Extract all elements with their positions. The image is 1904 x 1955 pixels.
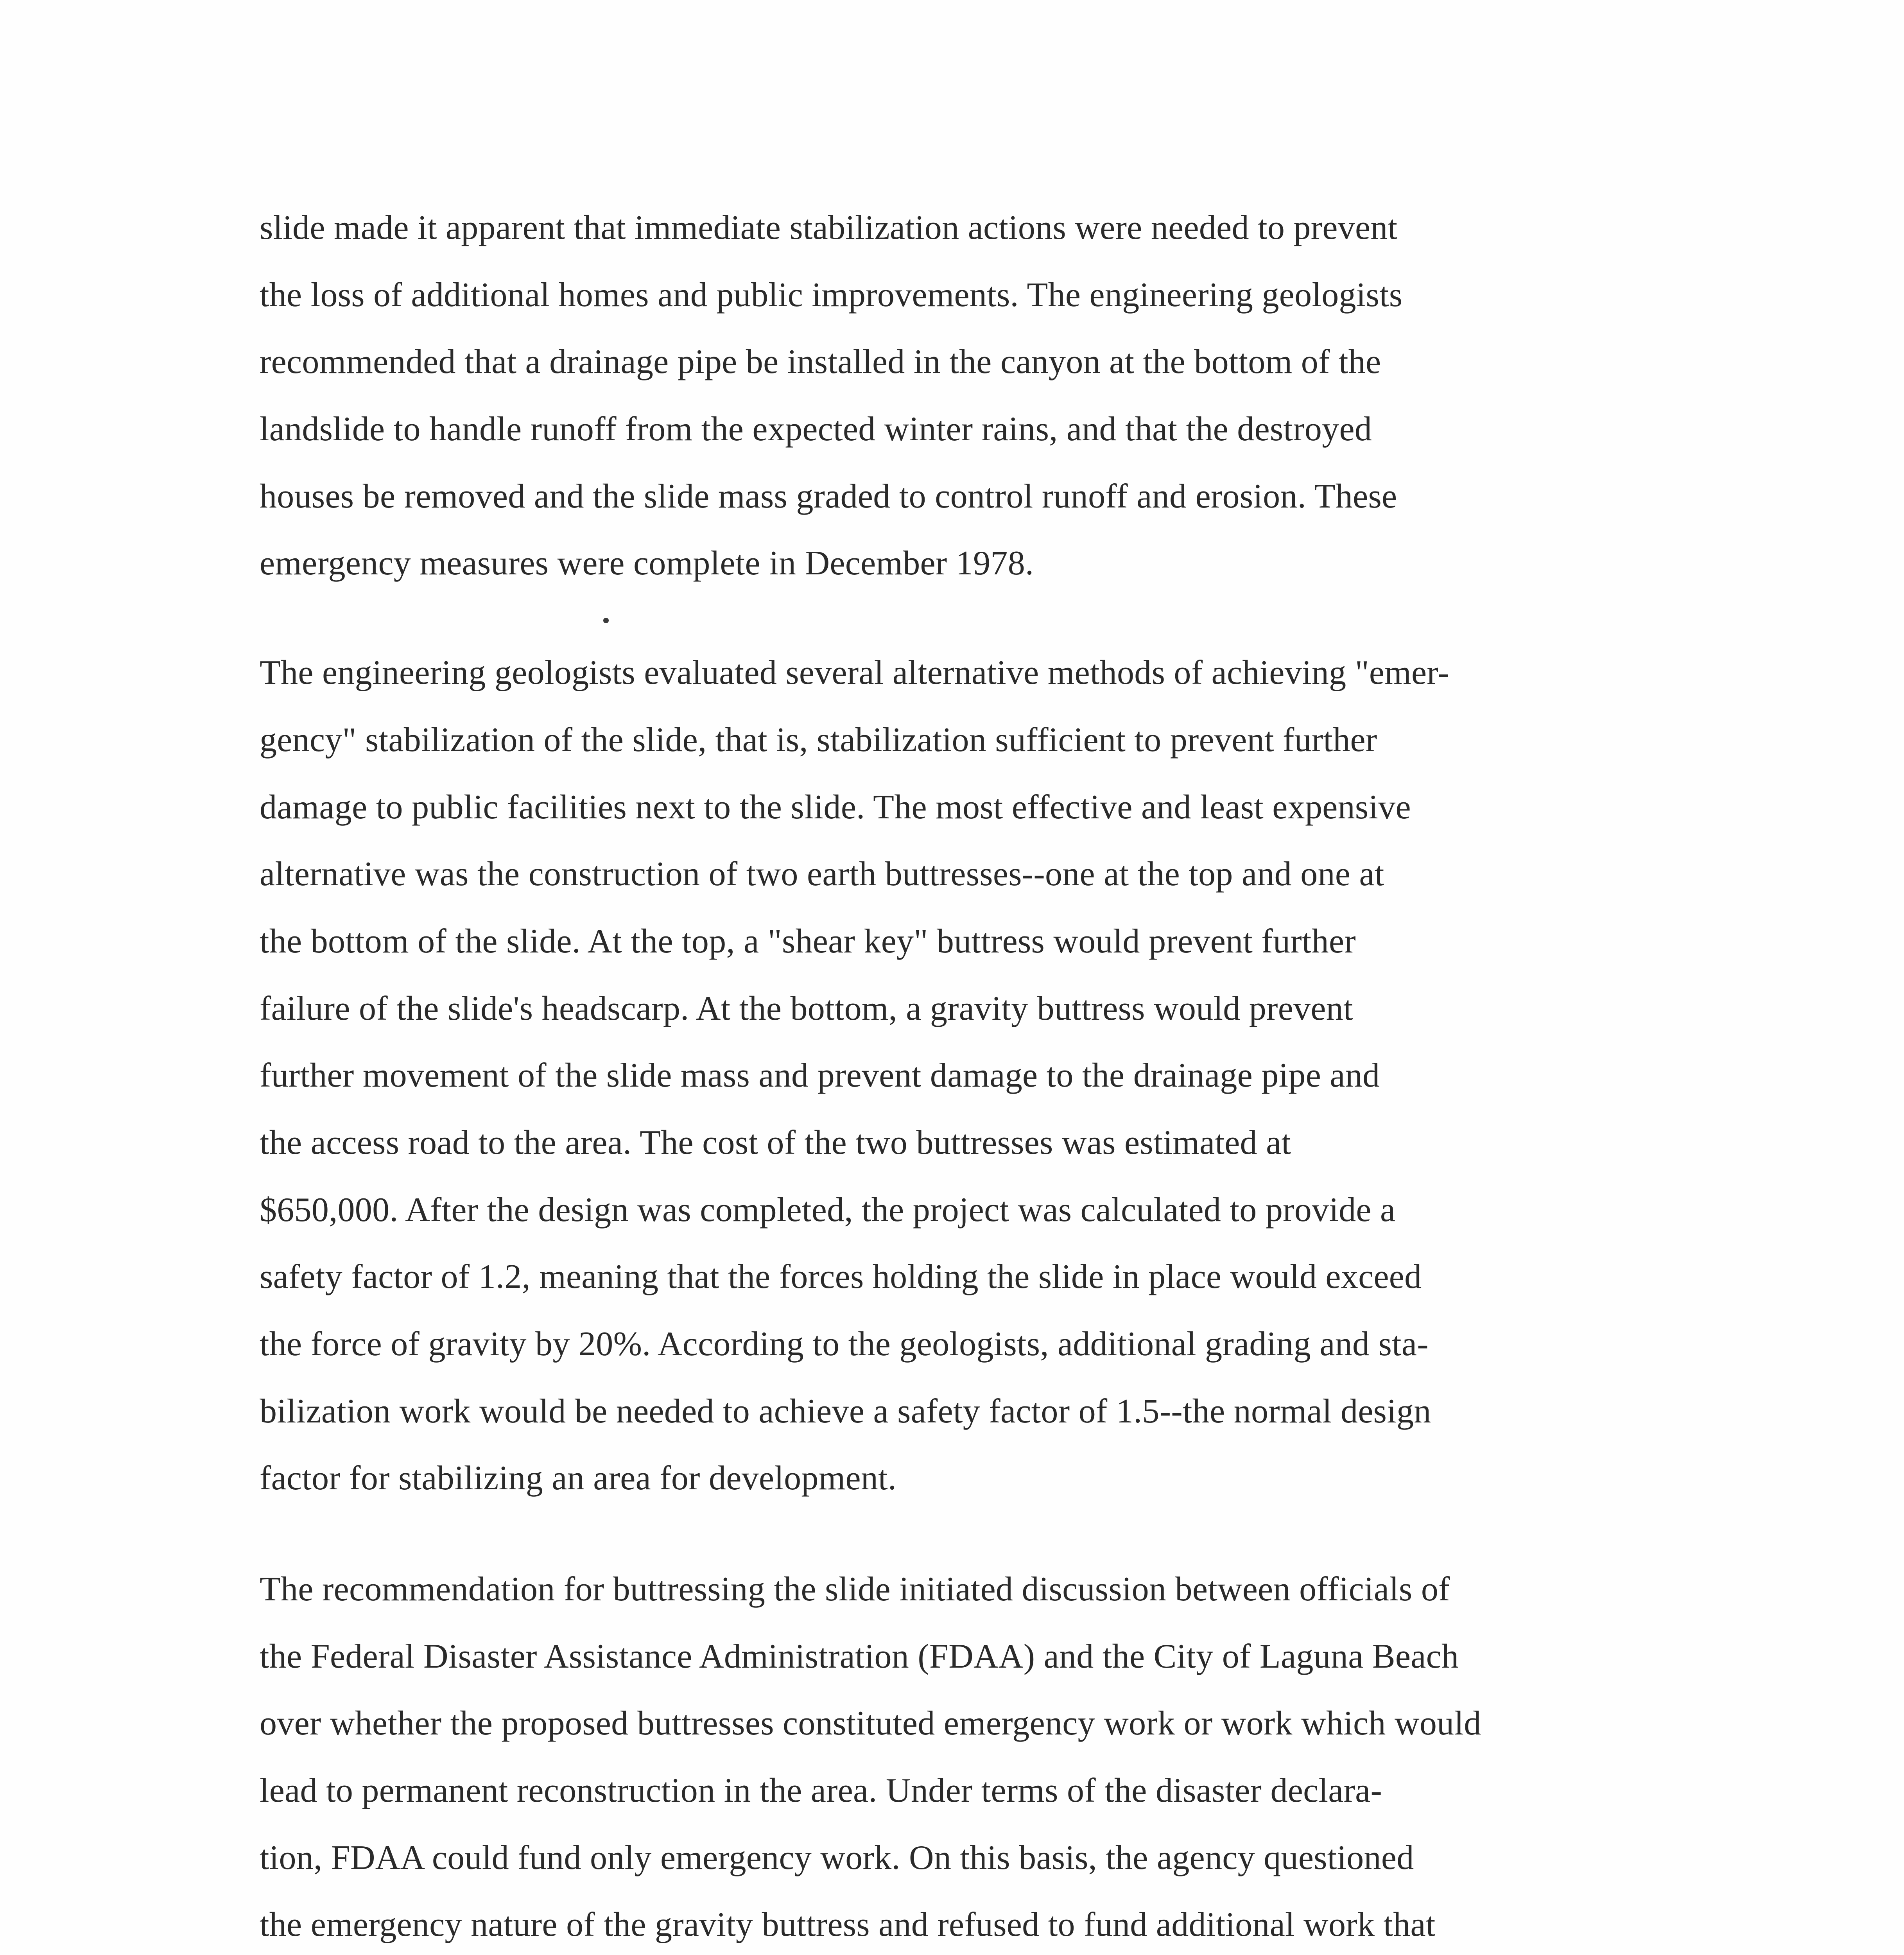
paragraph-line: the bottom of the slide. At the top, a "shear key" buttress would prevent further	[260, 922, 1356, 960]
paragraph-line: bilization work would be needed to achieve a safety factor of 1.5--the normal design	[260, 1392, 1431, 1430]
paragraph-line: tion, FDAA could fund only emergency work. On this basis, the agency questioned	[260, 1839, 1414, 1877]
paragraph-line: the emergency nature of the gravity buttress and refused to fund additional work that	[260, 1906, 1436, 1944]
paragraph-line: $650,000. After the design was completed, the project was calculated to provide a	[260, 1191, 1396, 1229]
paragraph-line: slide made it apparent that immediate stabilization actions were needed to prevent	[260, 209, 1398, 247]
paragraph-line: recommended that a drainage pipe be installed in the canyon at the bottom of the	[260, 343, 1381, 381]
paragraph-line: safety factor of 1.2, meaning that the forces holding the slide in place would exceed	[260, 1258, 1422, 1296]
paragraph-line: over whether the proposed buttresses constituted emergency work or work which would	[260, 1704, 1481, 1742]
paragraph-line: landslide to handle runoff from the expected winter rains, and that the destroyed	[260, 410, 1372, 448]
paragraph-line: the access road to the area. The cost of the two buttresses was estimated at	[260, 1124, 1291, 1162]
paragraph-line: the Federal Disaster Assistance Administration (FDAA) and the City of Laguna Beach	[260, 1638, 1459, 1675]
paragraph-line: further movement of the slide mass and prevent damage to the drainage pipe and	[260, 1056, 1380, 1094]
paragraph-line: factor for stabilizing an area for development.	[260, 1459, 897, 1497]
stray-dot-mark	[603, 618, 609, 623]
paragraph-line: The recommendation for buttressing the slide initiated discussion between officials of	[260, 1570, 1450, 1608]
paragraph-line: failure of the slide's headscarp. At the bottom, a gravity buttress would prevent	[260, 990, 1353, 1028]
paragraph-line: the loss of additional homes and public improvements. The engineering geologists	[260, 276, 1403, 314]
paragraph-line: the force of gravity by 20%. According to the geologists, additional grading and sta-	[260, 1325, 1429, 1363]
paragraph-line: emergency measures were complete in December 1978.	[260, 544, 1034, 582]
paragraph-line: gency" stabilization of the slide, that is, stabilization sufficient to prevent further	[260, 721, 1377, 759]
paragraph-line: alternative was the construction of two earth buttresses--one at the top and one at	[260, 855, 1384, 893]
paragraph-line: lead to permanent reconstruction in the area. Under terms of the disaster declara-	[260, 1772, 1382, 1810]
paragraph-line: houses be removed and the slide mass graded to control runoff and erosion. These	[260, 477, 1397, 515]
paragraph-line: damage to public facilities next to the slide. The most effective and least expensive	[260, 788, 1411, 826]
paragraph-line: The engineering geologists evaluated several alternative methods of achieving "emer-	[260, 654, 1449, 692]
